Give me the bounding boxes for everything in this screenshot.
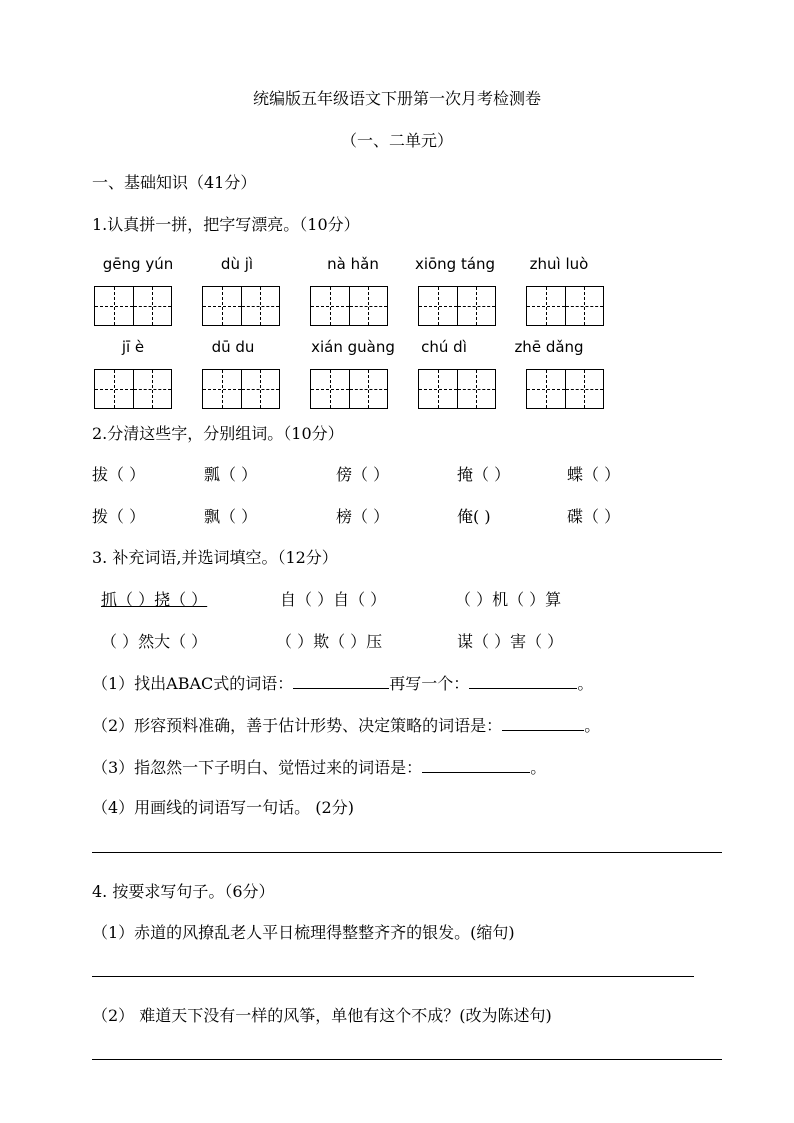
- idiom-item[interactable]: （ ）欺（ ）压: [276, 632, 383, 651]
- word-item[interactable]: 榜（ ）: [336, 507, 390, 526]
- answer-blank[interactable]: [422, 772, 530, 773]
- writing-grid[interactable]: [202, 369, 280, 409]
- pinyin-label: jī è: [121, 338, 145, 356]
- word-item[interactable]: 傍（ ）: [336, 465, 390, 484]
- answer-line[interactable]: [92, 976, 694, 977]
- idiom-item[interactable]: 自（ ）自（ ）: [280, 590, 387, 609]
- pinyin-label: dù jì: [220, 255, 254, 273]
- word-item[interactable]: 掩（ ）: [457, 465, 511, 484]
- q3-sub2-prompt: （2）形容预料准确，善于估计形势、决定策略的词语是：: [92, 716, 503, 735]
- word-item[interactable]: 俺( ): [457, 507, 491, 526]
- writing-grid[interactable]: [94, 286, 172, 326]
- word-item[interactable]: 拨（ ）: [92, 507, 146, 526]
- page-subtitle: （一、二单元）: [340, 131, 453, 150]
- answer-blank[interactable]: [469, 688, 577, 689]
- q3-sub3-prompt: （3）指忽然一下子明白、觉悟过来的词语是：: [92, 758, 423, 777]
- writing-grid[interactable]: [418, 286, 496, 326]
- q3-sub1-prompt: （1）找出ABAC式的词语：: [92, 674, 294, 693]
- word-item[interactable]: 飘（ ）: [204, 507, 258, 526]
- writing-grid[interactable]: [526, 369, 604, 409]
- q2-heading: 2.分清这些字，分别组词。（10分）: [92, 424, 344, 443]
- writing-grid[interactable]: [310, 369, 388, 409]
- q3-sub1-prompt2: 再写一个：: [389, 674, 470, 693]
- idiom-item-underlined[interactable]: 抓（ ）挠（ ）: [101, 590, 208, 609]
- pinyin-label: xián guàng: [311, 338, 395, 356]
- idiom-item[interactable]: （ ）机（ ）算: [455, 590, 562, 609]
- word-item[interactable]: 瓢（ ）: [204, 465, 258, 484]
- q4-sub1: （1）赤道的风撩乱老人平日梳理得整整齐齐的银发。(缩句): [92, 923, 515, 942]
- word-item[interactable]: 拔（ ）: [92, 465, 146, 484]
- page-title: 统编版五年级语文下册第一次月考检测卷: [252, 89, 541, 108]
- pinyin-label: gēng yún: [102, 255, 174, 273]
- punctuation: 。: [530, 758, 547, 777]
- q3-sub3: [92, 755, 546, 778]
- punctuation: 。: [577, 674, 594, 693]
- writing-grid[interactable]: [94, 369, 172, 409]
- pinyin-label: chú dì: [421, 338, 467, 356]
- writing-grid[interactable]: [418, 369, 496, 409]
- idiom-item[interactable]: （ ）然大（ ）: [101, 632, 208, 651]
- pinyin-label: nà hǎn: [327, 255, 379, 273]
- q1-heading: 1.认真拼一拼，把字写漂亮。（10分）: [92, 215, 360, 234]
- q4-heading: 4. 按要求写句子。（6分）: [92, 882, 275, 901]
- writing-grid[interactable]: [202, 286, 280, 326]
- q4-sub2: （2） 难道天下没有一样的风筝，单他有这个不成？(改为陈述句): [92, 1006, 552, 1025]
- writing-grid[interactable]: [526, 286, 604, 326]
- pinyin-label: zhuì luò: [529, 255, 589, 273]
- answer-line[interactable]: [92, 852, 722, 853]
- answer-blank[interactable]: [293, 688, 389, 689]
- q3-sub1: [92, 671, 593, 694]
- pinyin-label: dū du: [211, 338, 255, 356]
- word-item[interactable]: 蝶（ ）: [567, 465, 621, 484]
- pinyin-label: xiōng táng: [414, 255, 496, 273]
- answer-blank[interactable]: [502, 730, 584, 731]
- section-heading: 一、基础知识（41分）: [92, 173, 257, 192]
- q3-heading: 3. 补充词语,并选词填空。（12分）: [92, 548, 338, 567]
- word-item[interactable]: 碟（ ）: [567, 507, 621, 526]
- punctuation: 。: [584, 716, 601, 735]
- q3-sub4: （4）用画线的词语写一句话。 (2分): [92, 798, 354, 817]
- q3-sub2: [92, 713, 600, 736]
- answer-line[interactable]: [92, 1059, 722, 1060]
- idiom-item[interactable]: 谋（ ）害（ ）: [457, 632, 564, 651]
- writing-grid[interactable]: [310, 286, 388, 326]
- pinyin-label: zhē dǎng: [514, 338, 584, 356]
